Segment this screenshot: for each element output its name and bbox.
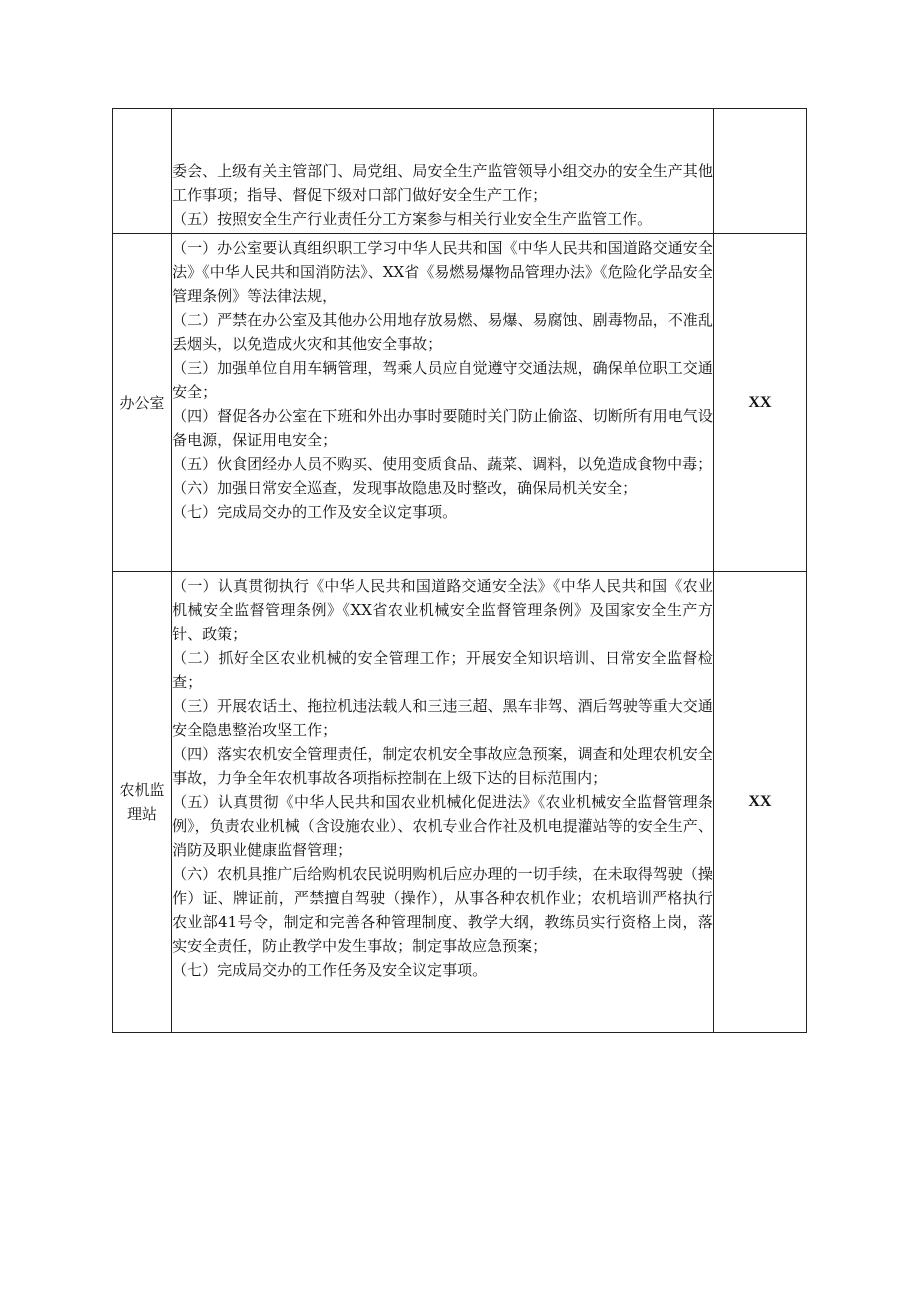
- table-row: [113, 234, 807, 572]
- duty-item: （六）加强日常安全巡查，发现事故隐患及时整改，确保局机关安全；: [172, 479, 638, 497]
- duties-cell: [172, 234, 714, 572]
- leader-cell: [713, 234, 806, 572]
- duty-item: （四）落实农机安全管理责任，制定农机安全事故应急预案，调查和处理农机安全事故，力争全年农机事故各项指标控制在上级下达的目标范围内；: [172, 745, 713, 787]
- leader-name: XX: [748, 393, 772, 411]
- department-cell: [113, 109, 172, 234]
- table-row: [113, 572, 807, 1033]
- table-row: [113, 109, 807, 234]
- leader-cell: [713, 109, 806, 234]
- duty-item: （二）严禁在办公室及其他办公用地存放易燃、易爆、易腐蚀、剧毒物品，不准乱丢烟头，以免造成火灾和其他安全事故；: [172, 311, 713, 353]
- duty-item: （七）完成局交办的工作任务及安全议定事项。: [172, 961, 488, 979]
- duty-item: （二）抓好全区农业机械的安全管理工作；开展安全知识培训、日常安全监督检查；: [172, 649, 713, 691]
- leader-cell: [713, 572, 806, 1033]
- leader-name: XX: [748, 793, 772, 810]
- responsibility-table: [112, 108, 807, 1033]
- duty-item: （一）认真贯彻执行《中华人民共和国道路交通安全法》《中华人民共和国《农业机械安全监督管理条例》《XX省农业机械安全监督管理条例》及国家安全生产方针、政策；: [172, 577, 713, 643]
- duty-item: （七）完成局交办的工作及安全议定事项。: [172, 503, 458, 521]
- department-cell: [113, 572, 172, 1033]
- duty-item: （五）伙食团经办人员不购买、使用变质食品、蔬菜、调料，以免造成食物中毒；: [172, 455, 713, 473]
- duty-item: （三）加强单位自用车辆管理，驾乘人员应自觉遵守交通法规，确保单位职工交通安全；: [172, 359, 713, 401]
- duty-item: （五）认真贯彻《中华人民共和国农业机械化促进法》《农业机械安全监督管理条例》，负责农业机械（含设施农业）、农机专业合作社及机电提灌站等的安全生产、消防及职业健康监督管理；: [172, 793, 713, 859]
- duty-item: （六）农机具推广后给购机农民说明购机后应办理的一切手续，在未取得驾驶（操作）证、牌证前，严禁擅自驾驶（操作），从事各种农机作业；农机培训严格执行农业部41号令，制定和完善各种管理制度、教学大纲，教练员实行资格上岗，落实安全责任，防止教学中发生事故；制定事故应急预案；: [172, 865, 713, 955]
- department-name: 办公室: [119, 393, 165, 412]
- department-cell: [113, 234, 172, 572]
- duty-item: （五）按照安全生产行业责任分工方案参与相关行业安全生产监管工作。: [172, 210, 653, 228]
- duties-cell: [172, 572, 714, 1033]
- duties-cell: [172, 109, 714, 234]
- duty-item: （三）开展农话土、拖拉机违法载人和三违三超、黑车非驾、酒后驾驶等重大交通安全隐患整治攻坚工作；: [172, 697, 713, 739]
- duty-item: （四）督促各办公室在下班和外出办事时要随时关门防止偷盗、切断所有用电气设备电源，保证用电安全；: [172, 407, 713, 449]
- department-name: 农机监理站: [119, 781, 165, 823]
- duty-item: 委会、上级有关主管部门、局党组、局安全生产监管领导小组交办的安全生产其他工作事项；指导、督促下级对口部门做好安全生产工作；: [172, 162, 713, 204]
- duty-item: （一）办公室要认真组织职工学习中华人民共和国《中华人民共和国道路交通安全法》《中华人民共和国消防法》、XX省《易燃易爆物品管理办法》《危险化学品安全管理条例》等法律法规，: [172, 239, 713, 305]
